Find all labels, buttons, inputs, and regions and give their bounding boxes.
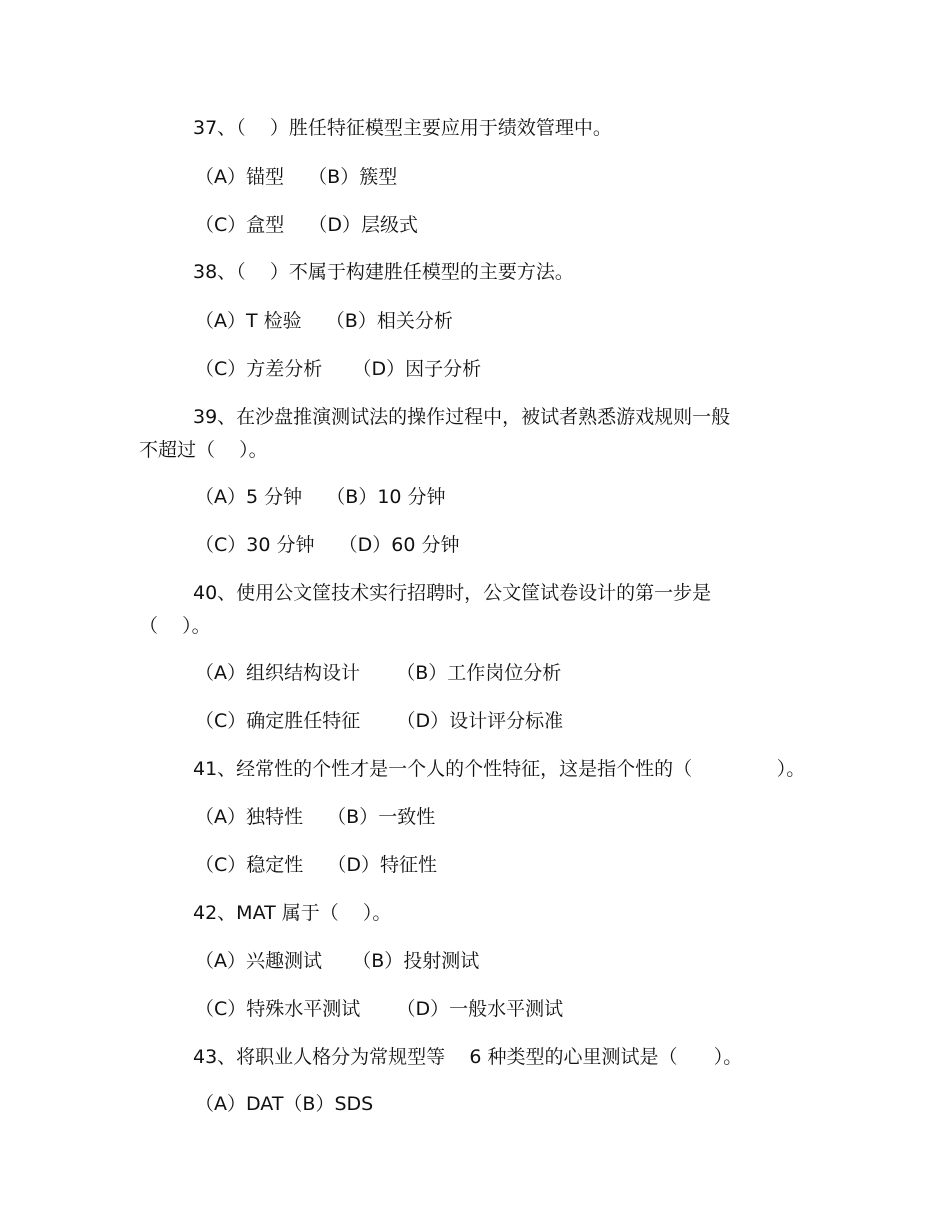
question-37-options-cd: （C）盒型 （D）层级式 bbox=[195, 214, 419, 236]
question-39-stem: 39、在沙盘推演测试法的操作过程中，被试者熟悉游戏规则一般 bbox=[193, 406, 731, 428]
question-40-options-ab: （A）组织结构设计 （B）工作岗位分析 bbox=[195, 662, 562, 684]
question-42-stem: 42、MAT 属于（ ）。 bbox=[193, 902, 392, 924]
question-43-options-ab: （A）DAT（B）SDS bbox=[195, 1093, 374, 1115]
question-42-options-ab: （A）兴趣测试 （B）投射测试 bbox=[195, 950, 480, 972]
question-37-stem: 37、（ ）胜任特征模型主要应用于绩效管理中。 bbox=[193, 117, 612, 139]
question-37-options-ab: （A）锚型 （B）簇型 bbox=[195, 166, 398, 188]
question-41-options-ab: （A）独特性 （B）一致性 bbox=[195, 806, 436, 828]
question-41-options-cd: （C）稳定性 （D）特征性 bbox=[195, 854, 438, 876]
question-40-stem: 40、使用公文筐技术实行招聘时，公文筐试卷设计的第一步是 bbox=[193, 582, 712, 604]
question-38-options-ab: （A）T 检验 （B）相关分析 bbox=[195, 310, 453, 332]
question-43-stem: 43、将职业人格分为常规型等 6 种类型的心里测试是（ ）。 bbox=[193, 1046, 743, 1068]
question-41-stem: 41、经常性的个性才是一个人的个性特征，这是指个性的（ ）。 bbox=[193, 758, 806, 780]
question-39-stem-continued: 不超过（ ）。 bbox=[139, 439, 268, 461]
question-40-options-cd: （C）确定胜任特征 （D）设计评分标准 bbox=[195, 710, 564, 732]
question-38-options-cd: （C）方差分析 （D）因子分析 bbox=[195, 358, 482, 380]
question-40-stem-continued: （ ）。 bbox=[139, 615, 211, 637]
question-38-stem: 38、（ ）不属于构建胜任模型的主要方法。 bbox=[193, 261, 574, 283]
question-42-options-cd: （C）特殊水平测试 （D）一般水平测试 bbox=[195, 998, 564, 1020]
question-39-options-cd: （C）30 分钟 （D）60 分钟 bbox=[195, 534, 460, 556]
question-39-options-ab: （A）5 分钟 （B）10 分钟 bbox=[195, 486, 446, 508]
